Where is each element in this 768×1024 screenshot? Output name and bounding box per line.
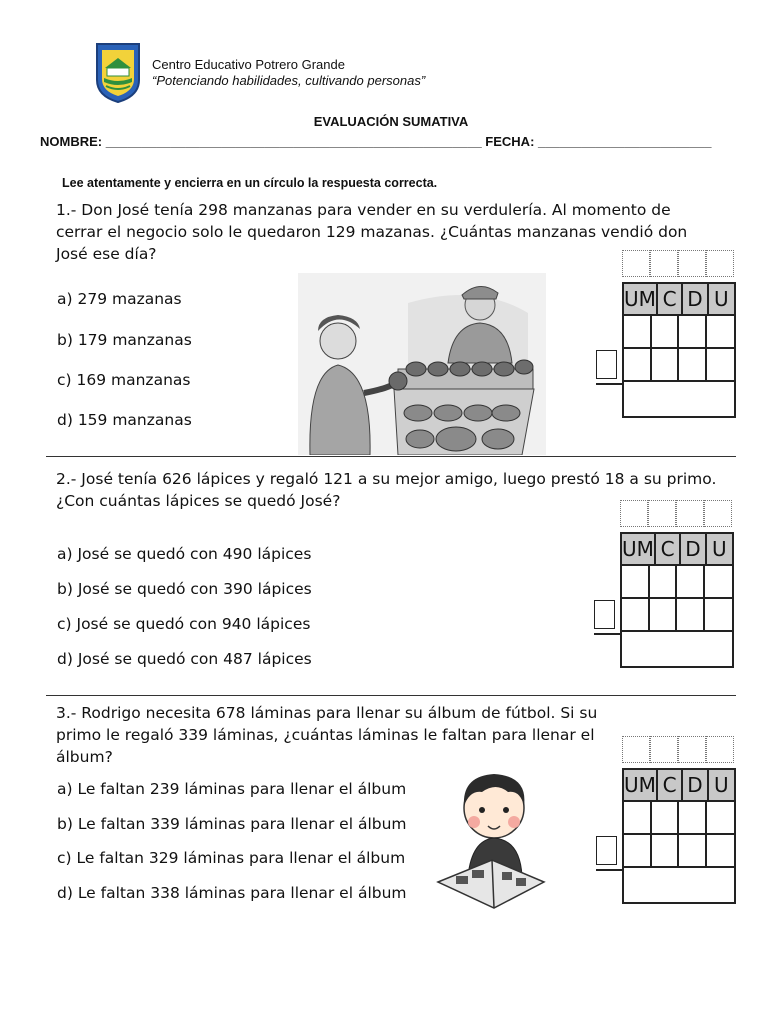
label-u: U [707,534,732,566]
label-d: D [683,770,708,802]
subtrahend-row[interactable] [624,835,734,868]
minuend-row[interactable] [624,316,734,349]
answer-header-cells [620,500,732,527]
label-um: UM [624,284,658,316]
question-1-option-d[interactable]: d) 159 manzanas [57,411,192,429]
question-1-option-b[interactable]: b) 179 manzanas [57,331,192,349]
question-2-option-c[interactable]: c) José se quedó con 940 lápices [57,615,311,633]
school-motto: “Potenciando habilidades, cultivando personas” [152,73,426,88]
answer-header-cells [622,250,734,277]
question-3-option-c[interactable]: c) Le faltan 329 láminas para llenar el álbum [57,849,406,867]
question-3-text: 3.- Rodrigo necesita 678 láminas para llenar su álbum de fútbol. Si su primo le regaló 339 láminas, ¿cuántas láminas le faltan para llenar el álbum? [56,704,598,766]
answer-header-cells [622,736,734,763]
question-2-option-a[interactable]: a) José se quedó con 490 lápices [57,545,312,563]
minuend-row[interactable] [624,802,734,835]
question-1-option-a[interactable]: a) 279 mazanas [57,290,182,308]
school-crest-logo [95,42,141,104]
question-3-option-d[interactable]: d) Le faltan 338 láminas para llenar el álbum [57,884,407,902]
section-divider [46,456,736,457]
result-line [596,383,623,385]
school-name: Centro Educativo Potrero Grande [152,57,345,72]
subtrahend-row[interactable] [624,349,734,382]
label-d: D [681,534,706,566]
label-um: UM [624,770,658,802]
boy-with-album-illustration [432,766,547,916]
question-1-option-c[interactable]: c) 169 manzanas [57,371,191,389]
label-u: U [709,770,734,802]
question-2-option-d[interactable]: d) José se quedó con 487 lápices [57,650,312,668]
label-u: U [709,284,734,316]
result-line [594,633,621,635]
instructions: Lee atentamente y encierra en un círculo la respuesta correcta. [62,176,438,190]
label-c: C [656,534,681,566]
fruit-vendor-illustration [298,273,546,455]
question-3-option-a[interactable]: a) Le faltan 239 láminas para llenar el álbum [57,780,407,798]
subtrahend-row[interactable] [622,599,732,632]
evaluation-title: EVALUACIÓN SUMATIVA [313,114,469,129]
question-2-option-b[interactable]: b) José se quedó con 390 lápices [57,580,312,598]
label-c: C [658,770,683,802]
name-date-line: NOMBRE: ____________________________________________________ FECHA: ________________________ [40,134,712,149]
minuend-row[interactable] [622,566,732,599]
question-3-option-b[interactable]: b) Le faltan 339 láminas para llenar el álbum [57,815,407,833]
question-2-text: 2.- José tenía 626 lápices y regaló 121 a su mejor amigo, luego prestó 18 a su primo. ¿Con cuántas lápices se quedó José? [56,470,717,510]
label-d: D [683,284,708,316]
result-line [596,869,623,871]
operation-sign-box[interactable] [594,600,615,629]
question-1-text: 1.- Don José tenía 298 manzanas para vender en su verdulería. Al momento de cerrar el negocio solo le quedaron 129 mazanas. ¿Cuántas manzanas vendió don José ese día? [56,201,688,263]
label-c: C [658,284,683,316]
operation-sign-box[interactable] [596,836,617,865]
section-divider [46,695,736,696]
operation-sign-box[interactable] [596,350,617,379]
label-um: UM [622,534,656,566]
